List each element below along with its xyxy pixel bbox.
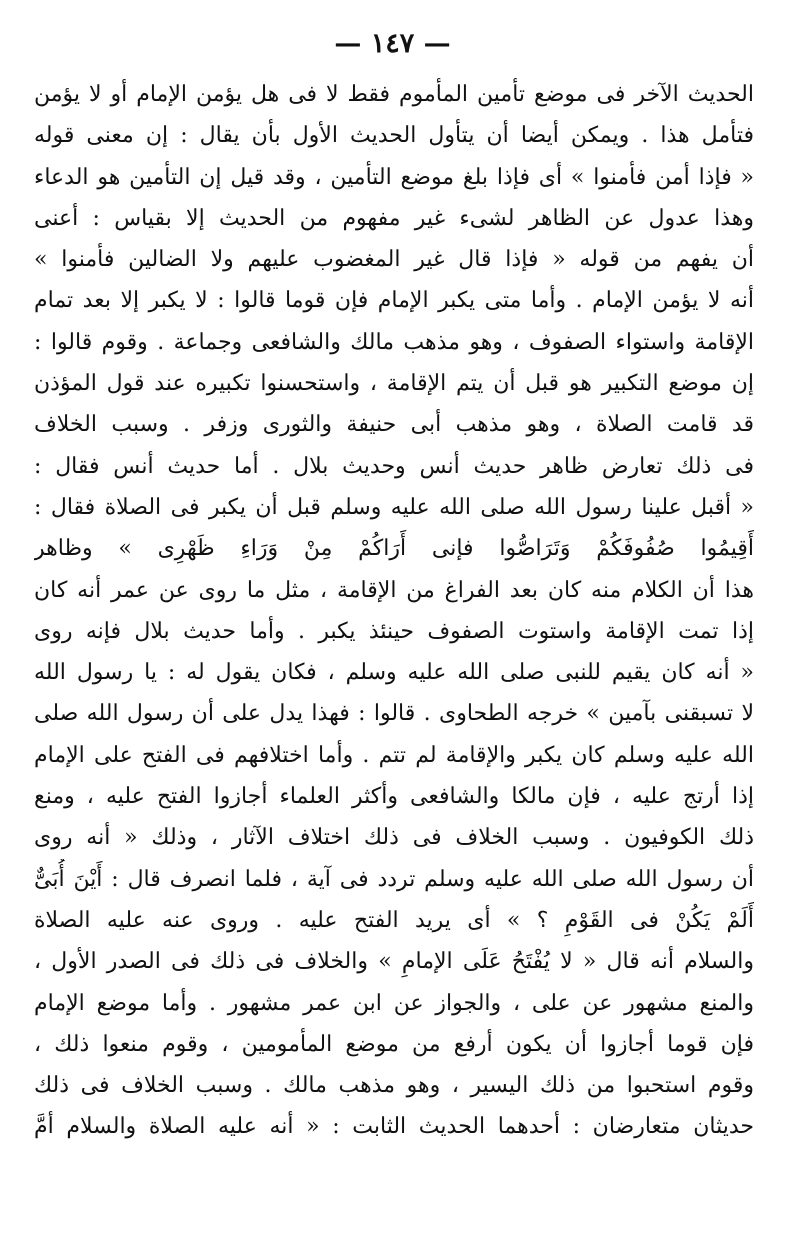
text-line: والسلام أنه قال « لا يُفْتَحُ عَلَى الإمامِ » والخلاف فى ذلك فى الصدر الأول ، (34, 949, 754, 975)
text-line: أنه لا يؤمن الإمام . وأما متى يكبر الإمام فإن قوما قالوا : لا يكبر إلا بعد تمام (34, 288, 754, 314)
text-line: إذا تمت الإقامة واستوت الصفوف حينئذ يكبر . وأما حديث بلال فإنه روى (34, 618, 754, 644)
text-line: فتأمل هذا . ويمكن أيضا أن يتأول الحديث الأول بأن يقال : إن معنى قوله (34, 123, 754, 149)
text-line: إن موضع التكبير هو قبل أن يتم الإقامة ، واستحسنوا تكبيره عند قول المؤذن (34, 371, 754, 397)
text-line: فى ذلك تعارض ظاهر حديث أنس وحديث بلال . أما حديث أنس فقال : (34, 453, 754, 479)
text-line: وقوم استحبوا من ذلك اليسير ، وهو مذهب مالك . وسبب الخلاف فى ذلك (34, 1073, 754, 1099)
text-line: هذا أن الكلام منه كان بعد الفراغ من الإقامة ، مثل ما روى عن عمر أنه كان (34, 577, 754, 603)
text-line: قد قامت الصلاة ، وهو مذهب أبى حنيفة والثورى وزفر . وسبب الخلاف (34, 412, 754, 438)
text-line: أن يفهم من قوله « فإذا قال غير المغضوب عليهم ولا الضالين فأمنوا » (34, 247, 754, 273)
text-line: فإن قوما أجازوا أن يكون أرفع من موضع المأمومين ، وقوم منعوا ذلك ، (34, 1031, 754, 1057)
text-line: « أقبل علينا رسول الله صلى الله عليه وسلم قبل أن يكبر فى الصلاة فقال : (34, 494, 754, 520)
page-number: — ١٤٧ — (334, 28, 451, 59)
text-line: والمنع مشهور عن على ، والجواز عن ابن عمر مشهور . وأما موضع الإمام (34, 990, 754, 1016)
text-line: الإقامة واستواء الصفوف ، وهو مذهب مالك والشافعى وجماعة . وقوم قالوا : (34, 329, 754, 355)
text-line: وهذا عدول عن الظاهر لشىء غير مفهوم من الحديث إلا بقياس : أعنى (34, 205, 754, 231)
text-line: أَلَمْ يَكُنْ فى القَوْمِ ؟ » أى يريد الفتح عليه . وروى عنه عليه الصلاة (34, 907, 754, 933)
text-line: أن رسول الله صلى الله عليه وسلم تردد فى آية ، فلما انصرف قال : أَيْنَ أُبَىٌّ (34, 866, 754, 892)
text-line: أَقِيمُوا صُفُوفَكُمْ وَتَرَاصُّوا فإنى أَرَاكُمْ مِنْ وَرَاءِ ظَهْرِى » وظاهر (34, 536, 754, 562)
text-line: حديثان متعارضان : أحدهما الحديث الثابت : « أنه عليه الصلاة والسلام أمَّ (34, 1114, 754, 1140)
text-line: الحديث الآخر فى موضع تأمين المأموم فقط لا فى هل يؤمن الإمام أو لا يؤمن (34, 82, 754, 107)
body-text (34, 74, 754, 1148)
text-line: إذا أرتج عليه ، فإن مالكا والشافعى وأكثر العلماء أجازوا الفتح عليه ، ومنع (34, 784, 754, 810)
text-line: « فإذا أمن فأمنوا » أى فإذا بلغ موضع التأمين ، وقد قيل إن التأمين هو الدعاء (34, 164, 754, 190)
text-line: الله عليه وسلم كان يكبر والإقامة لم تتم . وأما اختلافهم فى الفتح على الإمام (34, 742, 754, 768)
text-line: ذلك الكوفيون . وسبب الخلاف فى ذلك اختلاف الآثار ، وذلك « أنه روى (34, 825, 754, 851)
text-line: « أنه كان يقيم للنبى صلى الله عليه وسلم ، فكان يقول له : يا رسول الله (34, 660, 754, 686)
text-line: لا تسبقنى بآمين » خرجه الطحاوى . قالوا : فهذا يدل على أن رسول الله صلى (34, 701, 754, 727)
